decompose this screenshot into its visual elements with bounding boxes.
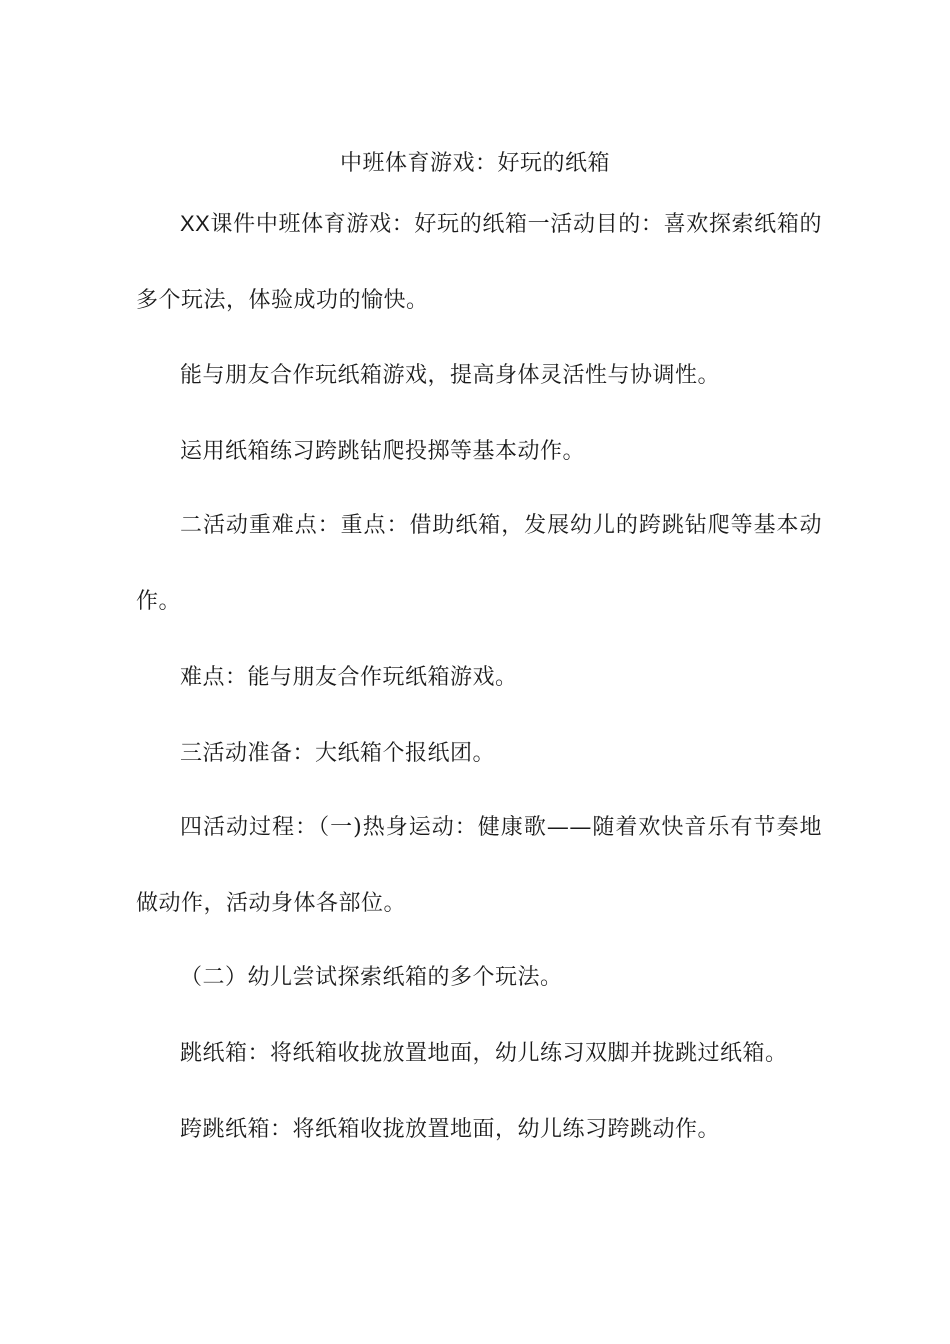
paragraph-text: 课件中班体育游戏：好玩的纸箱一活动目的：喜欢探索纸箱的多个玩法，体验成功的愉快。 xyxy=(136,212,822,313)
paragraph-difficulty: 难点：能与朋友合作玩纸箱游戏。 xyxy=(180,665,518,690)
paragraph-jump-box: 跳纸箱：将纸箱收拢放置地面，幼儿练习双脚并拢跳过纸箱。 xyxy=(180,1041,788,1066)
paragraph-basic-moves: 运用纸箱练习跨跳钻爬投掷等基本动作。 xyxy=(180,439,586,464)
paragraph-key-points: 二活动重难点：重点：借助纸箱，发展幼儿的跨跳钻爬等基本动作。 xyxy=(136,513,822,614)
document-title: 中班体育游戏：好玩的纸箱 xyxy=(339,151,610,176)
paragraph-preparation: 三活动准备：大纸箱个报纸团。 xyxy=(180,741,496,766)
paragraph-activity-goal xyxy=(136,186,822,339)
paragraph-lead-xx: XX xyxy=(180,211,211,236)
paragraph-explore: （二）幼儿尝试探索纸箱的多个玩法。 xyxy=(180,965,563,990)
paragraph-cooperation: 能与朋友合作玩纸箱游戏，提高身体灵活性与协调性。 xyxy=(180,363,721,388)
paragraph-stride-jump-box: 跨跳纸箱：将纸箱收拢放置地面，幼儿练习跨跳动作。 xyxy=(180,1117,721,1142)
paragraph-process-warmup: 四活动过程：（一)热身运动：健康歌——随着欢快音乐有节奏地做动作，活动身体各部位。 xyxy=(136,815,822,916)
